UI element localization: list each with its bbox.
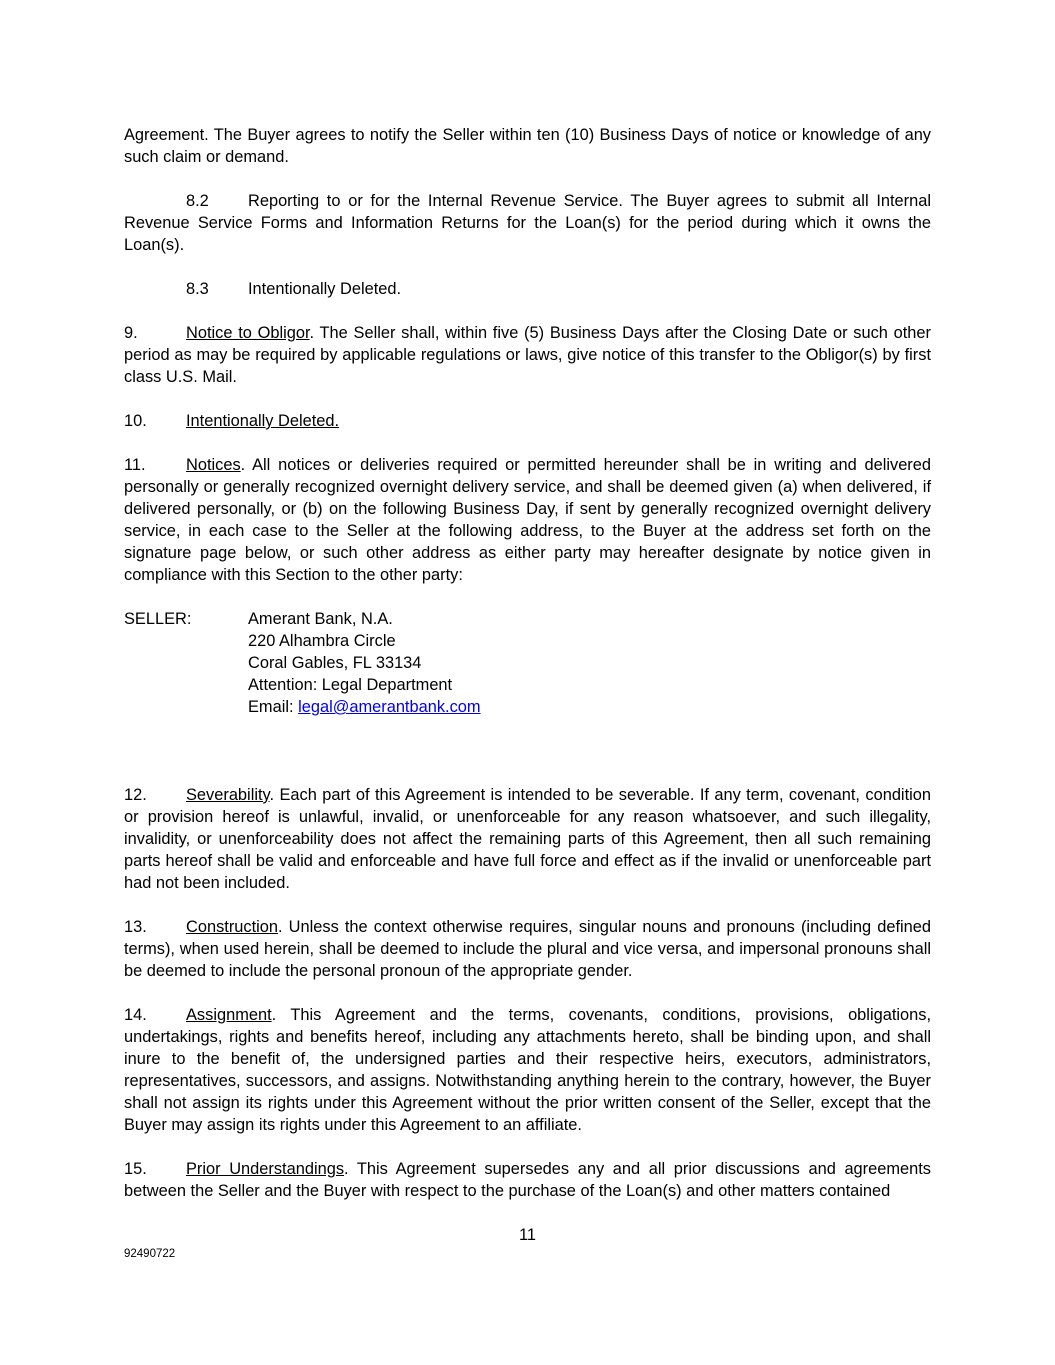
seller-city: Coral Gables, FL 33134	[248, 654, 422, 672]
section-body: . This Agreement and the terms, covenants, conditions, provisions, obligations, undertakings, rights and benefits hereof, including any attachments hereto, shall be binding upon, and shall inure to the benefit of, the undersigned parties and their respective heirs, executors, administrators, representatives, successors, and assigns. Notwithstanding anything herein to the contrary, however, the Buyer shall not assign its rights under this Agreement without the prior written consent of the Seller, except that the Buyer may assign its rights under this Agreement to an affiliate.	[124, 1006, 931, 1134]
section-9	[124, 322, 931, 388]
section-14	[124, 1004, 931, 1136]
seller-email-link[interactable]: legal@amerantbank.com	[298, 698, 481, 716]
section-title: Assignment	[186, 1006, 272, 1024]
seller-email-label: Email:	[248, 698, 299, 716]
document-id: 92490722	[124, 1248, 176, 1260]
section-13	[124, 916, 931, 982]
section-title: Severability	[186, 786, 270, 804]
section-8-3	[124, 278, 931, 300]
section-number: 11.	[124, 456, 146, 474]
section-body: . The Seller shall, within five (5) Business Days after the Closing Date or such other period as may be required by applicable regulations or laws, give notice of this transfer to the Obligor(s) by first class U.S. Mail.	[124, 324, 931, 386]
seller-address-block	[124, 608, 931, 718]
page-number: 11	[518, 1226, 536, 1244]
seller-email-line	[248, 696, 481, 718]
seller-name: Amerant Bank, N.A.	[248, 610, 393, 628]
section-10	[124, 410, 931, 432]
section-number: 13.	[124, 918, 147, 936]
spacer	[124, 740, 931, 784]
section-title: Notice to Obligor	[186, 324, 310, 342]
section-title: Notices	[186, 456, 241, 474]
section-number: 15.	[124, 1160, 147, 1178]
section-body: . Unless the context otherwise requires, singular nouns and pronouns (including defined terms), when used herein, shall be deemed to include the plural and vice versa, and impersonal pronouns shall be deemed to include the personal pronoun of the appropriate gender.	[124, 918, 931, 980]
section-body: . This Agreement supersedes any and all prior discussions and agreements between the Seller and the Buyer with respect to the purchase of the Loan(s) and other matters contained	[124, 1160, 931, 1200]
seller-address-lines	[248, 608, 481, 718]
paragraph-intro	[124, 124, 931, 168]
section-body: . Each part of this Agreement is intended to be severable. If any term, covenant, condition or provision hereof is unlawful, invalid, or unenforceable for any reason whatsoever, and such illegality, invalidity, or unenforceability does not affect the remaining parts of this Agreement, then all such remaining parts hereof shall be valid and enforceable and have full force and effect as if the invalid or unenforceable part had not been included.	[124, 786, 931, 892]
seller-attention: Attention: Legal Department	[248, 676, 453, 694]
seller-street: 220 Alhambra Circle	[248, 632, 396, 650]
section-title: Reporting to or for the Internal Revenue Service	[248, 192, 619, 210]
section-body: . All notices or deliveries required or permitted hereunder shall be in writing and delivered personally or generally recognized overnight delivery service, and shall be deemed given (a) when delivered, if delivered personally, or (b) on the following Business Day, if sent by generally recognized overnight delivery service, in each case to the Seller at the following address, to the Buyer at the address set forth on the signature page below, or such other address as either party may hereafter designate by notice given in compliance with this Section to the other party:	[124, 456, 931, 584]
section-8-2	[124, 190, 931, 256]
section-number: 10.	[124, 412, 147, 430]
document-body	[124, 124, 931, 1224]
section-title: Intentionally Deleted.	[186, 412, 340, 430]
section-11	[124, 454, 931, 586]
section-title: Prior Understandings	[186, 1160, 345, 1178]
section-12	[124, 784, 931, 894]
seller-label: SELLER:	[124, 610, 192, 628]
section-15	[124, 1158, 931, 1202]
section-number: 12.	[124, 786, 147, 804]
section-number: 9.	[124, 324, 138, 342]
section-title: Intentionally Deleted.	[248, 280, 402, 298]
section-number: 14.	[124, 1006, 147, 1024]
section-title: Construction	[186, 918, 279, 936]
section-number: 8.2	[186, 192, 209, 210]
section-body: . The Buyer agrees to submit all Internal Revenue Service Forms and Information Returns for the Loan(s) for the period during which it owns the Loan(s).	[124, 192, 931, 254]
section-number: 8.3	[186, 280, 209, 298]
paragraph-intro-text: Agreement. The Buyer agrees to notify the Seller within ten (10) Business Days of notice or knowledge of any such claim or demand.	[124, 126, 931, 166]
